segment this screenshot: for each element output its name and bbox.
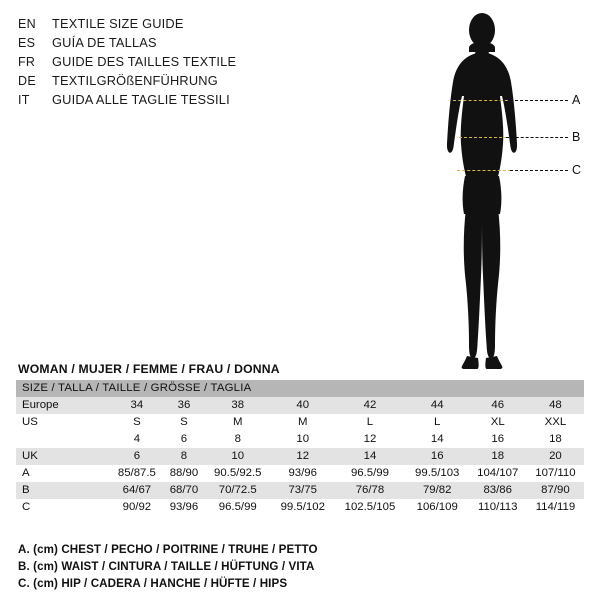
cell: 8 [204, 431, 271, 448]
cell: 85/87.5 [110, 465, 164, 482]
language-title: TEXTILE SIZE GUIDE [52, 16, 184, 31]
cell: 114/119 [527, 499, 584, 516]
cell: 64/67 [110, 482, 164, 499]
chest-measure-dash [453, 100, 513, 101]
table-row [16, 397, 584, 414]
cell: 6 [164, 431, 204, 448]
cell: 12 [334, 431, 406, 448]
cell: 40 [271, 397, 334, 414]
cell: 10 [271, 431, 334, 448]
language-list [18, 14, 348, 109]
measurement-legend [18, 541, 578, 592]
language-row [18, 52, 348, 71]
cell: 90/92 [110, 499, 164, 516]
cell: 107/110 [527, 465, 584, 482]
language-code: IT [18, 93, 30, 107]
cell: 90.5/92.5 [204, 465, 271, 482]
measure-label-a: A [572, 93, 581, 107]
table-header-row [16, 380, 584, 397]
cell: 42 [334, 397, 406, 414]
cell: 93/96 [164, 499, 204, 516]
row-label: US [16, 414, 110, 431]
legend-row-b: B. (cm) WAIST / CINTURA / TAILLE / HÜFTUNG / VITA [18, 560, 315, 573]
cell: 106/109 [406, 499, 469, 516]
table-row [16, 465, 584, 482]
cell: 76/78 [334, 482, 406, 499]
cell: 16 [469, 431, 527, 448]
hip-leader-line [510, 170, 568, 171]
body-figure-diagram [420, 8, 595, 378]
cell: 38 [204, 397, 271, 414]
cell: 44 [406, 397, 469, 414]
row-label: UK [16, 448, 110, 465]
cell: 99.5/103 [406, 465, 469, 482]
row-label [16, 431, 110, 448]
cell: 96.5/99 [204, 499, 271, 516]
row-label: A [16, 465, 110, 482]
waist-leader-line [506, 137, 568, 138]
cell: 10 [204, 448, 271, 465]
table-row [16, 431, 584, 448]
language-title: TEXTILGRÖßENFÜHRUNG [52, 73, 218, 88]
cell: 18 [527, 431, 584, 448]
cell: 36 [164, 397, 204, 414]
row-label: C [16, 499, 110, 516]
language-title: GUIDE DES TAILLES TEXTILE [52, 54, 237, 69]
cell: 87/90 [527, 482, 584, 499]
language-row [18, 14, 348, 33]
chest-leader-line [510, 100, 568, 101]
cell: S [110, 414, 164, 431]
measure-label-b: B [572, 130, 581, 144]
cell: M [271, 414, 334, 431]
cell: 110/113 [469, 499, 527, 516]
cell: 79/82 [406, 482, 469, 499]
cell: 4 [110, 431, 164, 448]
cell: 68/70 [164, 482, 204, 499]
cell: 96.5/99 [334, 465, 406, 482]
language-code: ES [18, 36, 36, 50]
cell: 14 [406, 431, 469, 448]
cell: 12 [271, 448, 334, 465]
size-table [16, 380, 584, 516]
table-row [16, 482, 584, 499]
legend-row-a: A. (cm) CHEST / PECHO / POITRINE / TRUHE / PETTO [18, 543, 318, 556]
cell: S [164, 414, 204, 431]
cell: L [406, 414, 469, 431]
waist-measure-dash [459, 137, 507, 138]
table-row [16, 499, 584, 516]
language-row [18, 71, 348, 90]
hip-measure-dash [457, 170, 511, 171]
measure-label-c: C [572, 163, 582, 177]
female-silhouette-icon [420, 8, 595, 378]
cell: 14 [334, 448, 406, 465]
cell: 73/75 [271, 482, 334, 499]
cell: 83/86 [469, 482, 527, 499]
legend-row-c: C. (cm) HIP / CADERA / HANCHE / HÜFTE / HIPS [18, 577, 288, 590]
cell: 6 [110, 448, 164, 465]
language-code: FR [18, 55, 36, 69]
cell: 70/72.5 [204, 482, 271, 499]
row-label: Europe [16, 397, 110, 414]
language-code: EN [18, 17, 36, 31]
language-code: DE [18, 74, 36, 88]
section-heading: WOMAN / MUJER / FEMME / FRAU / DONNA [18, 362, 280, 376]
row-label: B [16, 482, 110, 499]
cell: 93/96 [271, 465, 334, 482]
cell: 102.5/105 [334, 499, 406, 516]
language-title: GUÍA DE TALLAS [52, 35, 157, 50]
cell: XXL [527, 414, 584, 431]
cell: 18 [469, 448, 527, 465]
language-row [18, 33, 348, 52]
cell: 104/107 [469, 465, 527, 482]
language-row [18, 90, 348, 109]
table-row [16, 448, 584, 465]
cell: 46 [469, 397, 527, 414]
cell: M [204, 414, 271, 431]
cell: 88/90 [164, 465, 204, 482]
table-header-label: SIZE / TALLA / TAILLE / GRÖSSE / TAGLIA [16, 380, 584, 397]
cell: XL [469, 414, 527, 431]
table-row [16, 414, 584, 431]
language-title: GUIDA ALLE TAGLIE TESSILI [52, 92, 230, 107]
cell: L [334, 414, 406, 431]
cell: 34 [110, 397, 164, 414]
cell: 20 [527, 448, 584, 465]
cell: 8 [164, 448, 204, 465]
cell: 16 [406, 448, 469, 465]
cell: 48 [527, 397, 584, 414]
cell: 99.5/102 [271, 499, 334, 516]
